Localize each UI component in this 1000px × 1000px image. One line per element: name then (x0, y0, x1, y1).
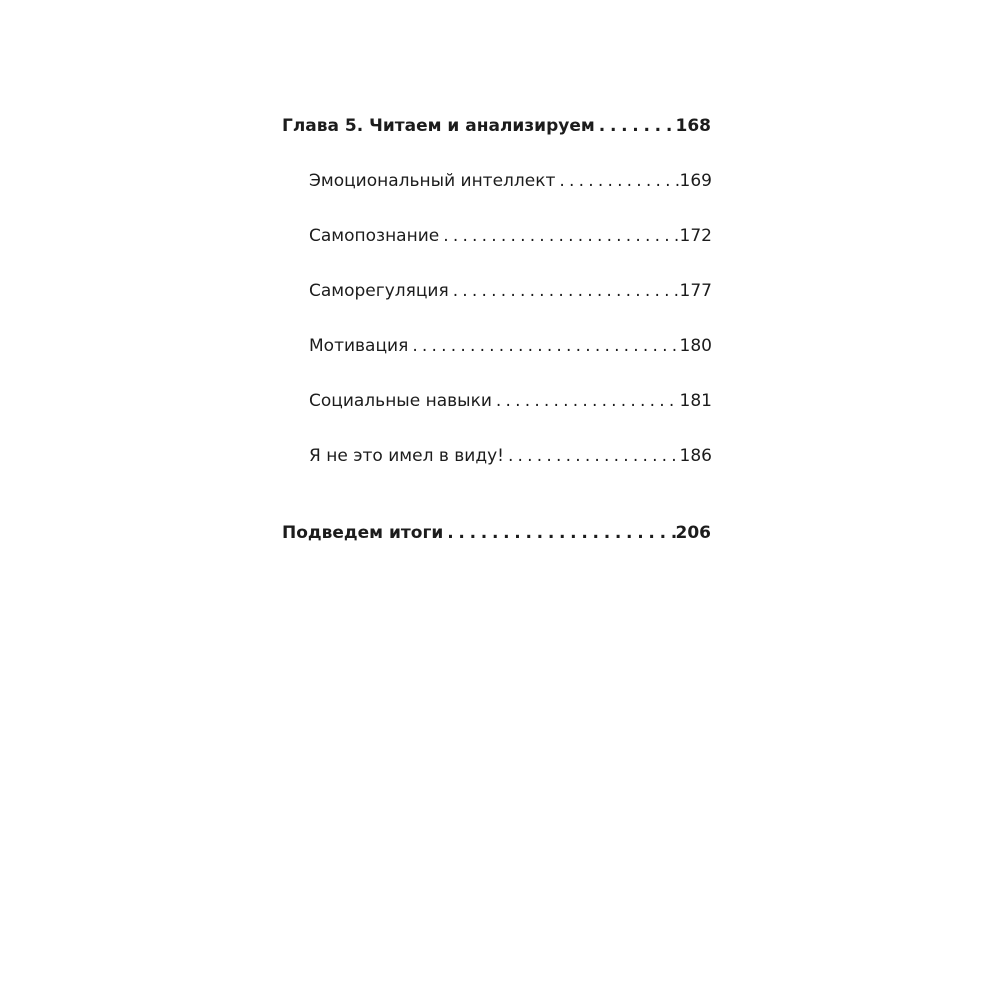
toc-entry-page: 168 (675, 116, 711, 136)
dot-leader (449, 280, 680, 302)
toc-entry-page: 180 (679, 336, 712, 356)
toc-entry-title: Глава 5. Читаем и анализируем (282, 116, 595, 136)
dot-leader (555, 170, 679, 192)
dot-leader (443, 522, 675, 544)
toc-entry-title: Эмоциональный интеллект (309, 171, 556, 191)
toc-entry-page: 181 (679, 391, 712, 411)
dot-leader (504, 445, 680, 467)
toc-entry-title: Мотивация (309, 336, 409, 356)
dot-leader (492, 390, 680, 412)
toc-entry-page: 177 (679, 281, 712, 301)
toc-section-motivation[interactable] (309, 335, 712, 357)
dot-leader (595, 115, 676, 137)
toc-entry-page: 186 (679, 446, 712, 466)
toc-section-self-awareness[interactable] (309, 225, 712, 247)
toc-entry-title: Социальные навыки (309, 391, 492, 411)
toc-entry-page: 172 (679, 226, 712, 246)
dot-leader (439, 225, 679, 247)
toc-entry-title: Самопознание (309, 226, 440, 246)
toc-section-social-skills[interactable] (309, 390, 712, 412)
toc-section-self-regulation[interactable] (309, 280, 712, 302)
toc-summary[interactable] (282, 522, 711, 544)
toc-section-not-what-i-meant[interactable] (309, 445, 712, 467)
toc-entry-page: 169 (679, 171, 712, 191)
toc-entry-title: Я не это имел в виду! (309, 446, 504, 466)
toc-entry-title: Подведем итоги (282, 523, 444, 543)
toc-entry-title: Саморегуляция (309, 281, 449, 301)
toc-chapter-5[interactable] (282, 115, 711, 137)
toc-section-emotional-intelligence[interactable] (309, 170, 712, 192)
toc-entry-page: 206 (675, 523, 711, 543)
dot-leader (408, 335, 679, 357)
